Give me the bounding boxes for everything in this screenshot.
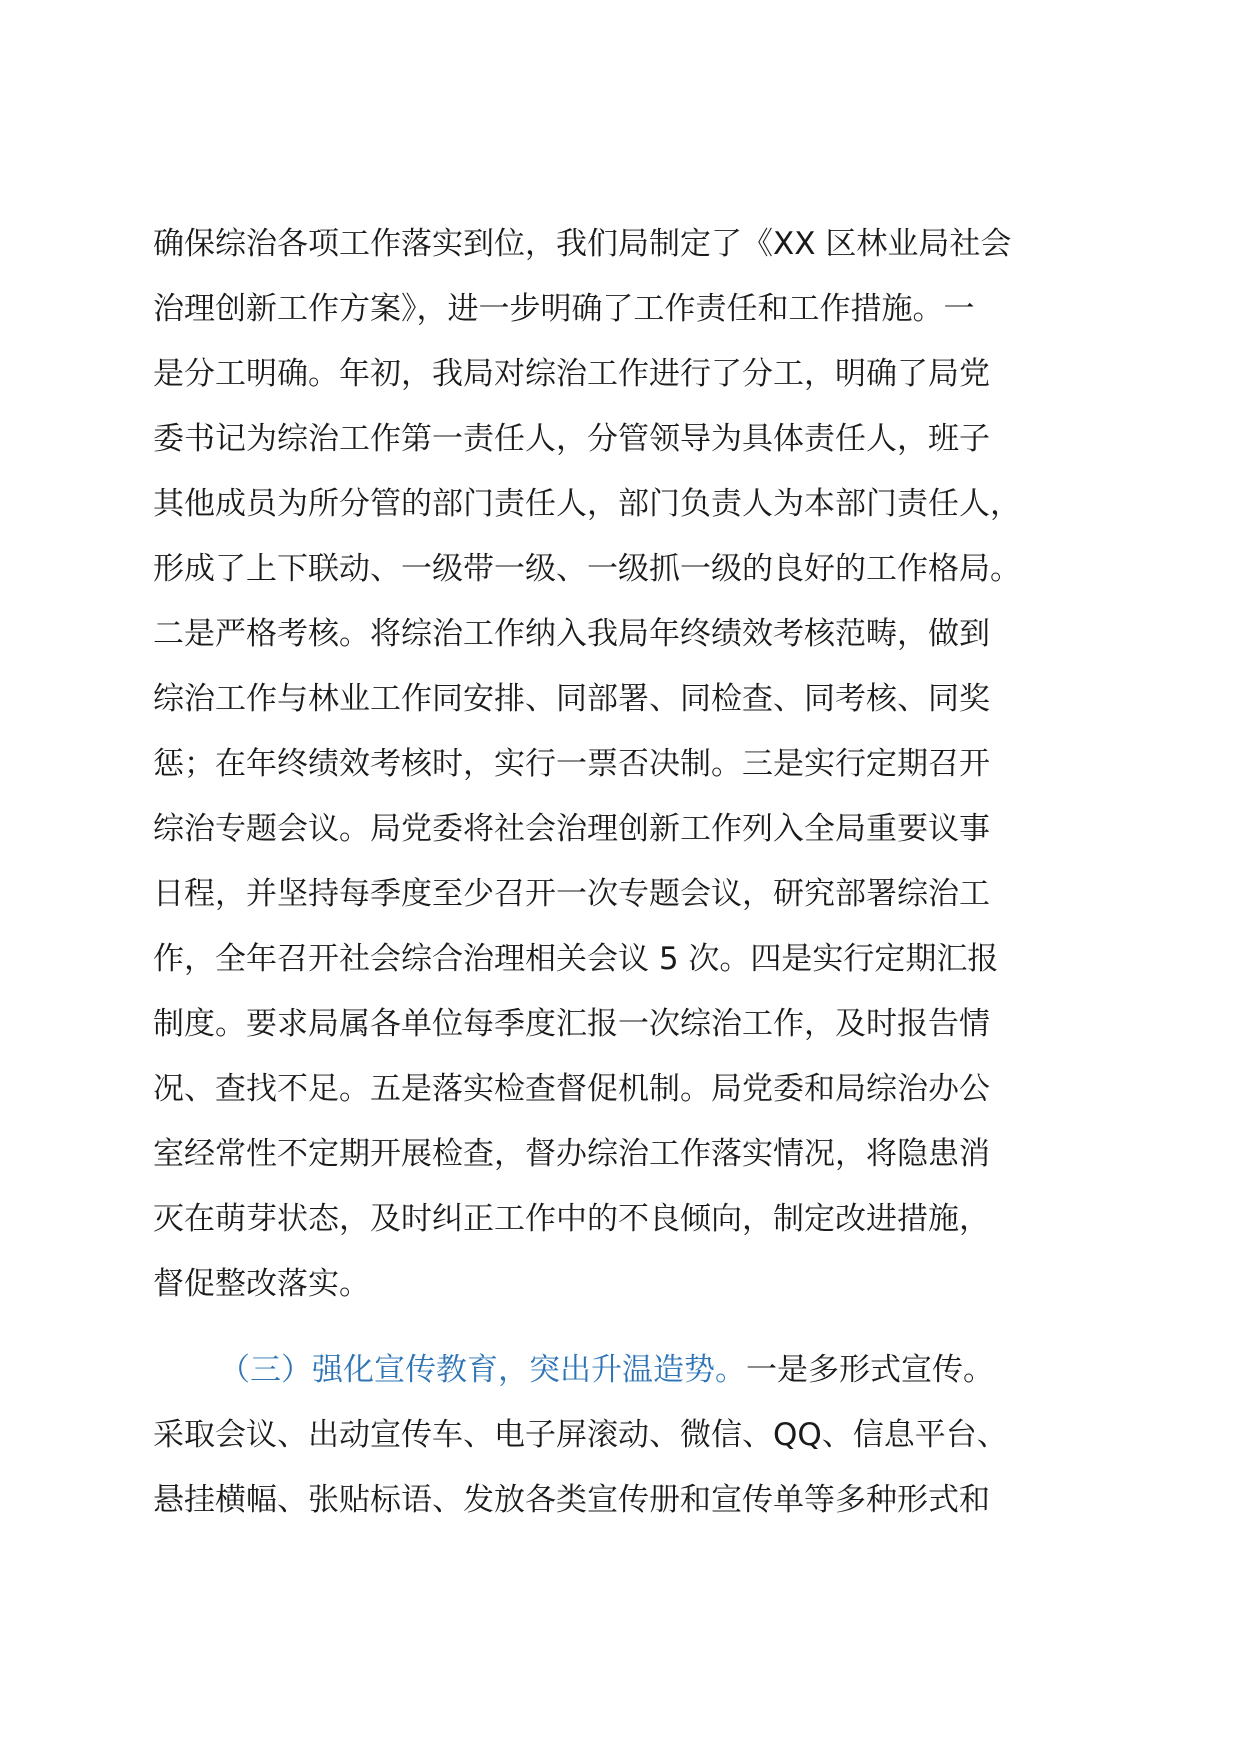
text-line: 悬挂横幅、张贴标语、发放各类宣传册和宣传单等多种形式和 bbox=[153, 1482, 990, 1518]
text-line: 督促整改落实。 bbox=[153, 1266, 370, 1302]
text-line: 治理创新工作方案》，进一步明确了工作责任和工作措施。一 bbox=[153, 291, 975, 327]
section-heading: （三）强化宣传教育，突出升温造势。 bbox=[219, 1352, 746, 1388]
body-paragraph-2 bbox=[153, 1338, 1113, 1533]
text-line: 采取会议、出动宣传车、电子屏滚动、微信、QQ、信息平台、 bbox=[153, 1417, 1008, 1453]
body-paragraph-1 bbox=[153, 212, 1113, 1317]
text-line-first bbox=[153, 1338, 1113, 1403]
text-line: 二是严格考核。将综治工作纳入我局年终绩效考核范畴，做到 bbox=[153, 616, 990, 652]
text-line: 灭在萌芽状态，及时纠正工作中的不良倾向，制定改进措施， bbox=[153, 1201, 990, 1237]
text-line: 综治工作与林业工作同安排、同部署、同检查、同考核、同奖 bbox=[153, 681, 990, 717]
text-line: 制度。要求局属各单位每季度汇报一次综治工作，及时报告情 bbox=[153, 1006, 990, 1042]
text-line: 委书记为综治工作第一责任人，分管领导为具体责任人，班子 bbox=[153, 421, 990, 457]
text-line: 是分工明确。年初，我局对综治工作进行了分工，明确了局党 bbox=[153, 356, 990, 392]
text-line: 作，全年召开社会综合治理相关会议 5 次。四是实行定期汇报 bbox=[153, 941, 999, 977]
text-line: 日程，并坚持每季度至少召开一次专题会议，研究部署综治工 bbox=[153, 876, 990, 912]
text-fragment: 一是多形式宣传。 bbox=[746, 1352, 994, 1388]
text-line: 惩；在年终绩效考核时，实行一票否决制。三是实行定期召开 bbox=[153, 746, 990, 782]
text-line: 况、查找不足。五是落实检查督促机制。局党委和局综治办公 bbox=[153, 1071, 990, 1107]
text-line: 确保综治各项工作落实到位，我们局制定了《XX 区林业局社会 bbox=[153, 226, 1012, 262]
text-line: 室经常性不定期开展检查，督办综治工作落实情况，将隐患消 bbox=[153, 1136, 990, 1172]
text-line: 综治专题会议。局党委将社会治理创新工作列入全局重要议事 bbox=[153, 811, 990, 847]
text-line: 形成了上下联动、一级带一级、一级抓一级的良好的工作格局。 bbox=[153, 551, 1021, 587]
text-line: 其他成员为所分管的部门责任人，部门负责人为本部门责任人， bbox=[153, 486, 1021, 522]
